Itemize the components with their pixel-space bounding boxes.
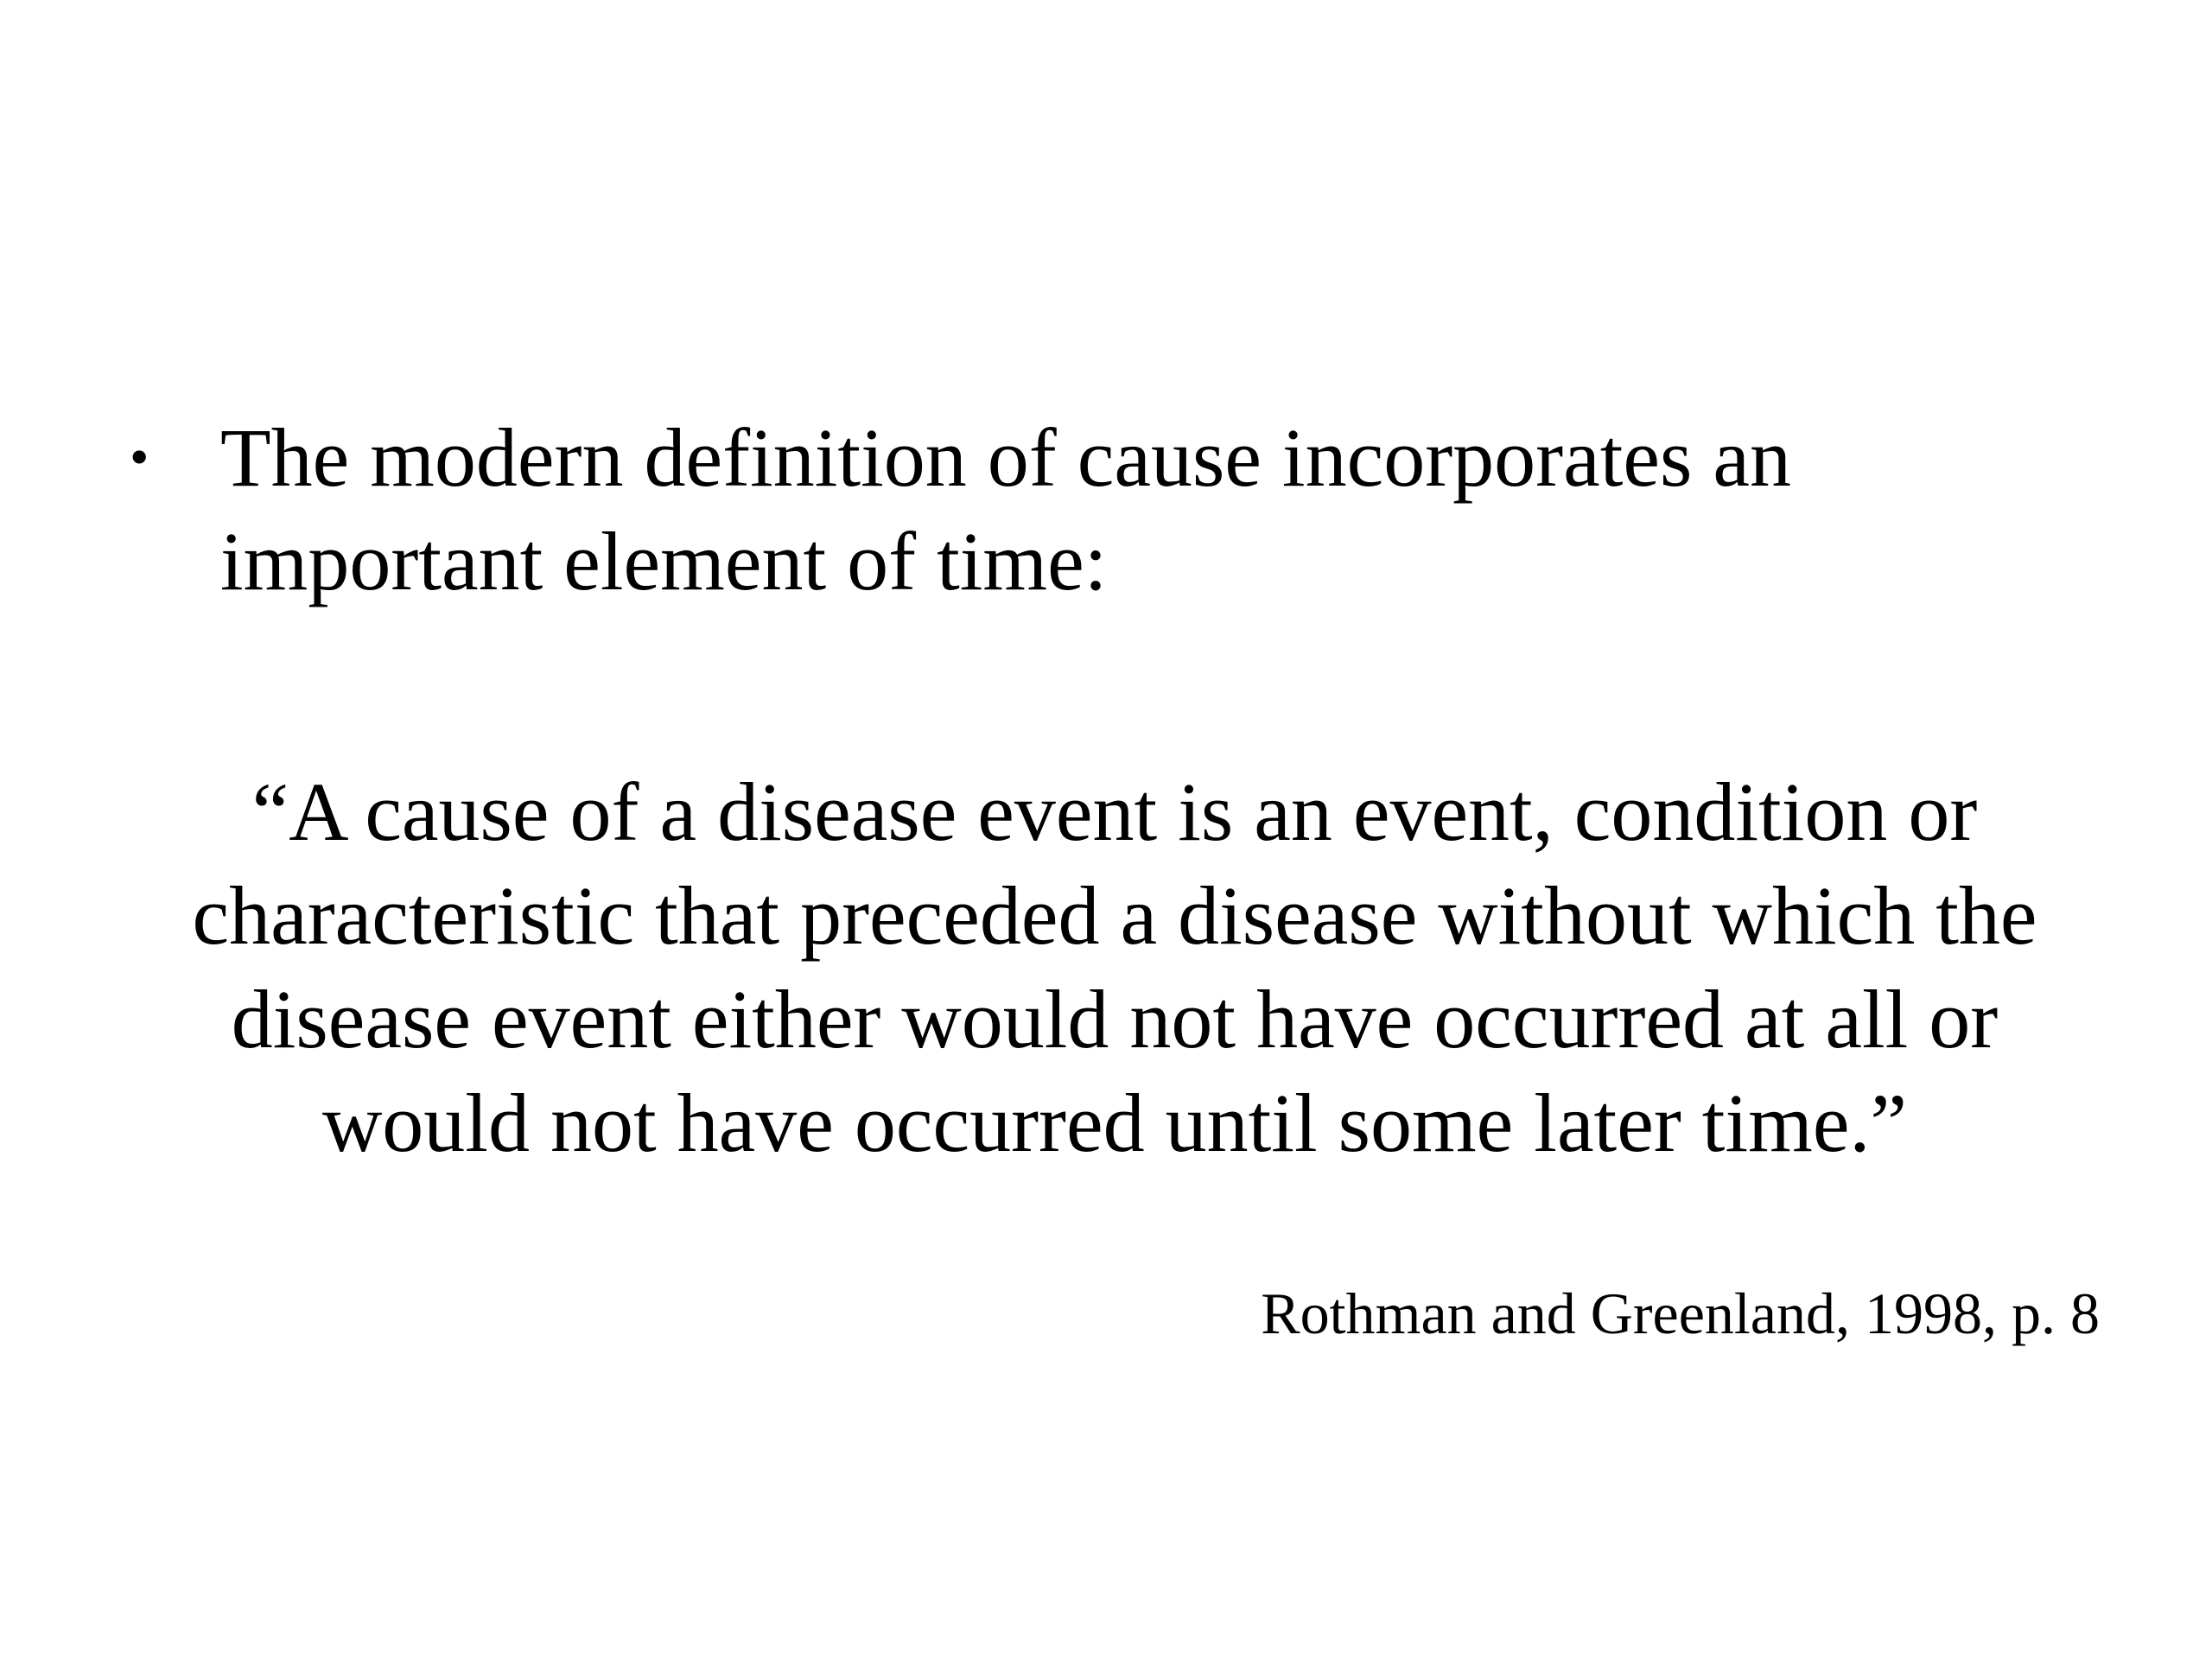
bullet-item (130, 406, 1944, 613)
quote-citation: Rothman and Greenland, 1998, p. 8 (1261, 1281, 2100, 1346)
bullet-text: The modern definition of cause incorporates an important element of time: (220, 411, 1791, 607)
definition-quote: “A cause of a disease event is an event, condition or characteristic that preceded a disease without which the disease event either would not have occurred at all or would not have occurred until some later time.” (192, 766, 2037, 1169)
bullet-marker: • (130, 426, 149, 487)
